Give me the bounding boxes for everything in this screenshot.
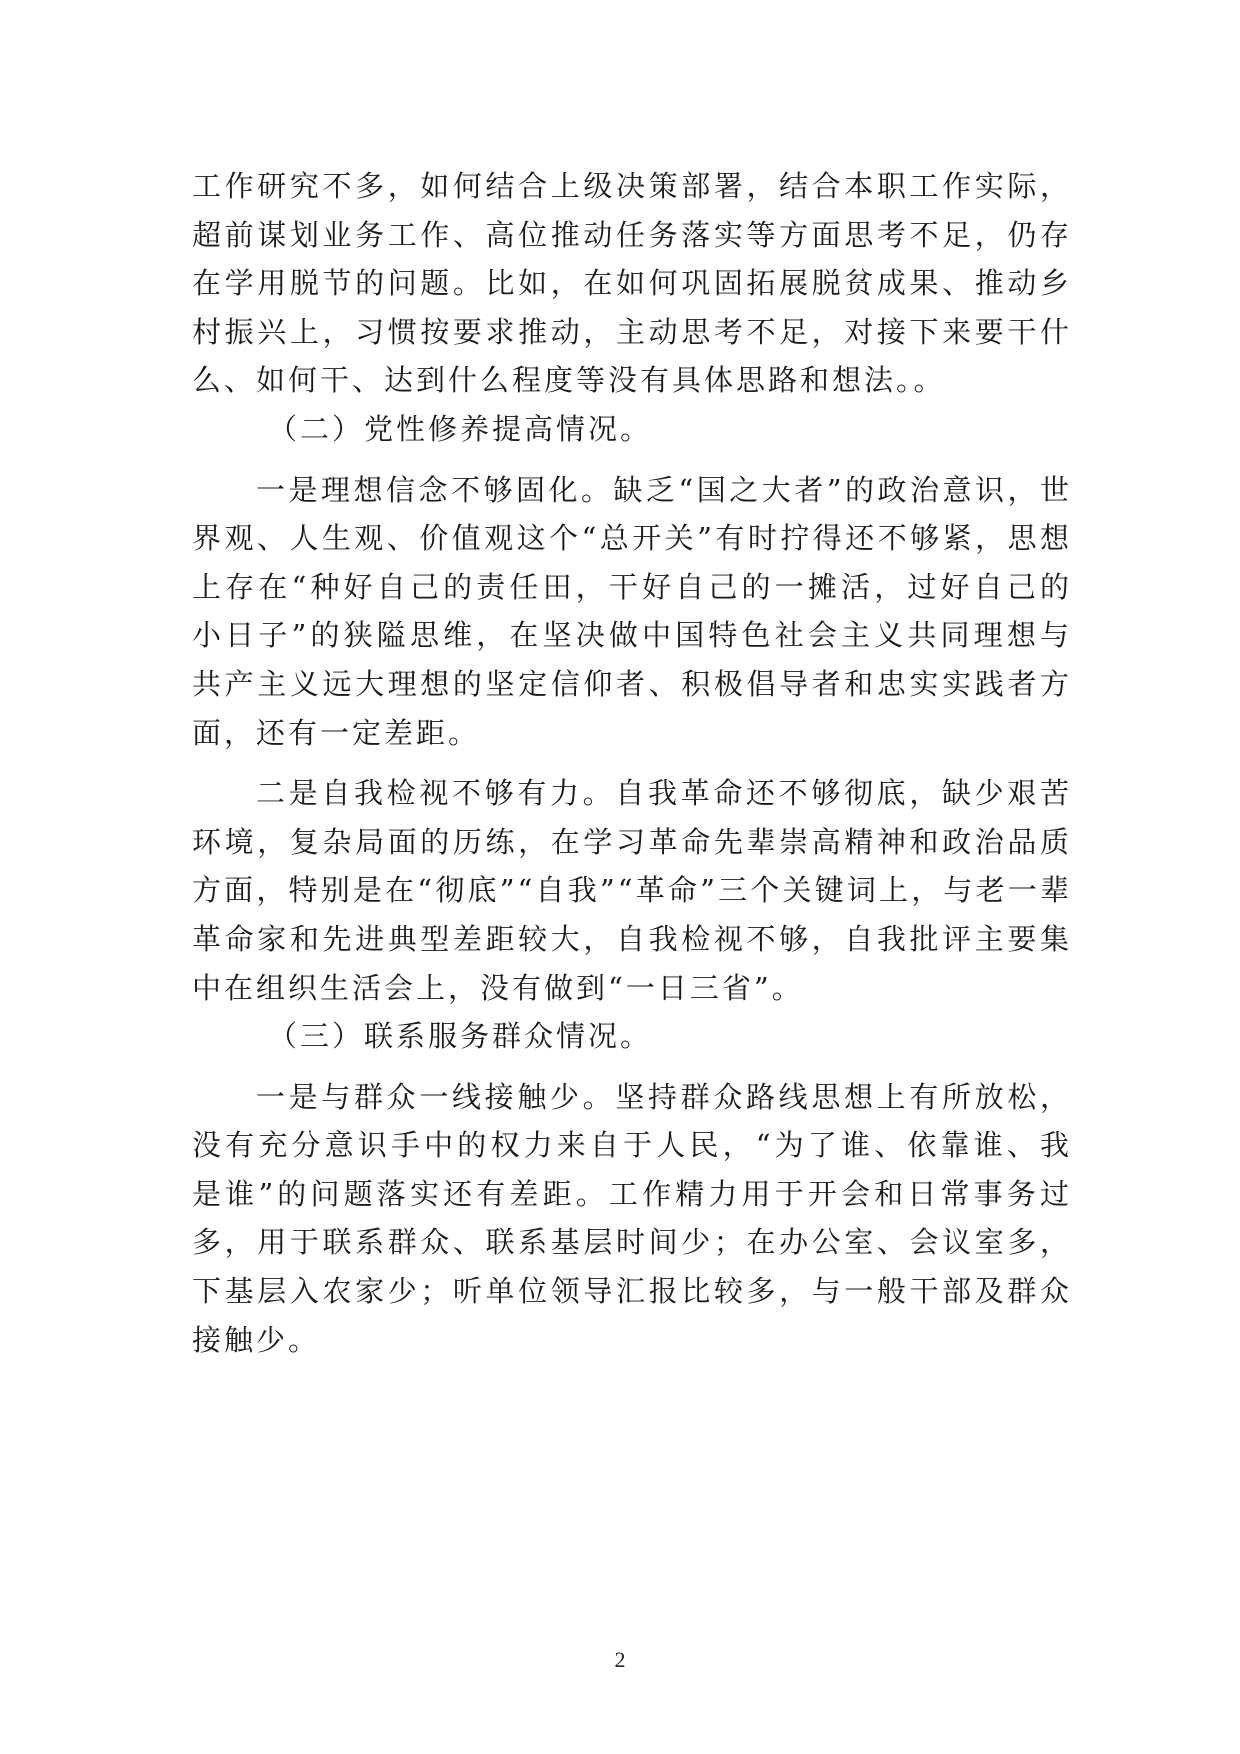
document-body <box>192 162 1072 1364</box>
paragraph-continued-study: 工作研究不多，如何结合上级决策部署，结合本职工作实际，超前谋划业务工作、高位推动任务落实等方面思考不足，仍存在学用脱节的问题。比如，在如何巩固拓展脱贫成果、推动乡村振兴上，习惯按要求推动，主动思考不足，对接下来要干什么、如何干、达到什么程度等没有具体思路和想法。。 <box>192 169 1072 398</box>
page-number: 2 <box>614 1647 626 1672</box>
paragraph-contact-with-masses: 一是与群众一线接触少。坚持群众路线思想上有所放松，没有充分意识手中的权力来自于人民，“为了谁、依靠谁、我是谁”的问题落实还有差距。工作精力用于开会和日常事务过多，用于联系群众、联系基层时间少；在办公室、会议室多，下基层入农家少；听单位领导汇报比较多，与一般干部及群众接触少。 <box>192 1079 1072 1357</box>
paragraph-ideals-beliefs: 一是理想信念不够固化。缺乏“国之大者”的政治意识，世界观、人生观、价值观这个“总开关”有时拧得还不够紧，思想上存在“种好自己的责任田，干好自己的一摊活，过好自己的小日子”的狭隘思维，在坚决做中国特色社会主义共同理想与共产主义远大理想的坚定信仰者、积极倡导者和忠实实践者方面，还有一定差距。 <box>192 472 1072 750</box>
section-heading-serving-masses: （三）联系服务群众情况。 <box>268 1019 653 1054</box>
section-heading-party-spirit: （二）党性修养提高情况。 <box>268 411 653 446</box>
paragraph-self-examination: 二是自我检视不够有力。自我革命还不够彻底，缺少艰苦环境，复杂局面的历练，在学习革命先辈崇高精神和政治品质方面，特别是在“彻底”“自我”“革命”三个关键词上，与老一辈革命家和先进典型差距较大，自我检视不够，自我批评主要集中在组织生活会上，没有做到“一日三省”。 <box>192 776 1072 1005</box>
